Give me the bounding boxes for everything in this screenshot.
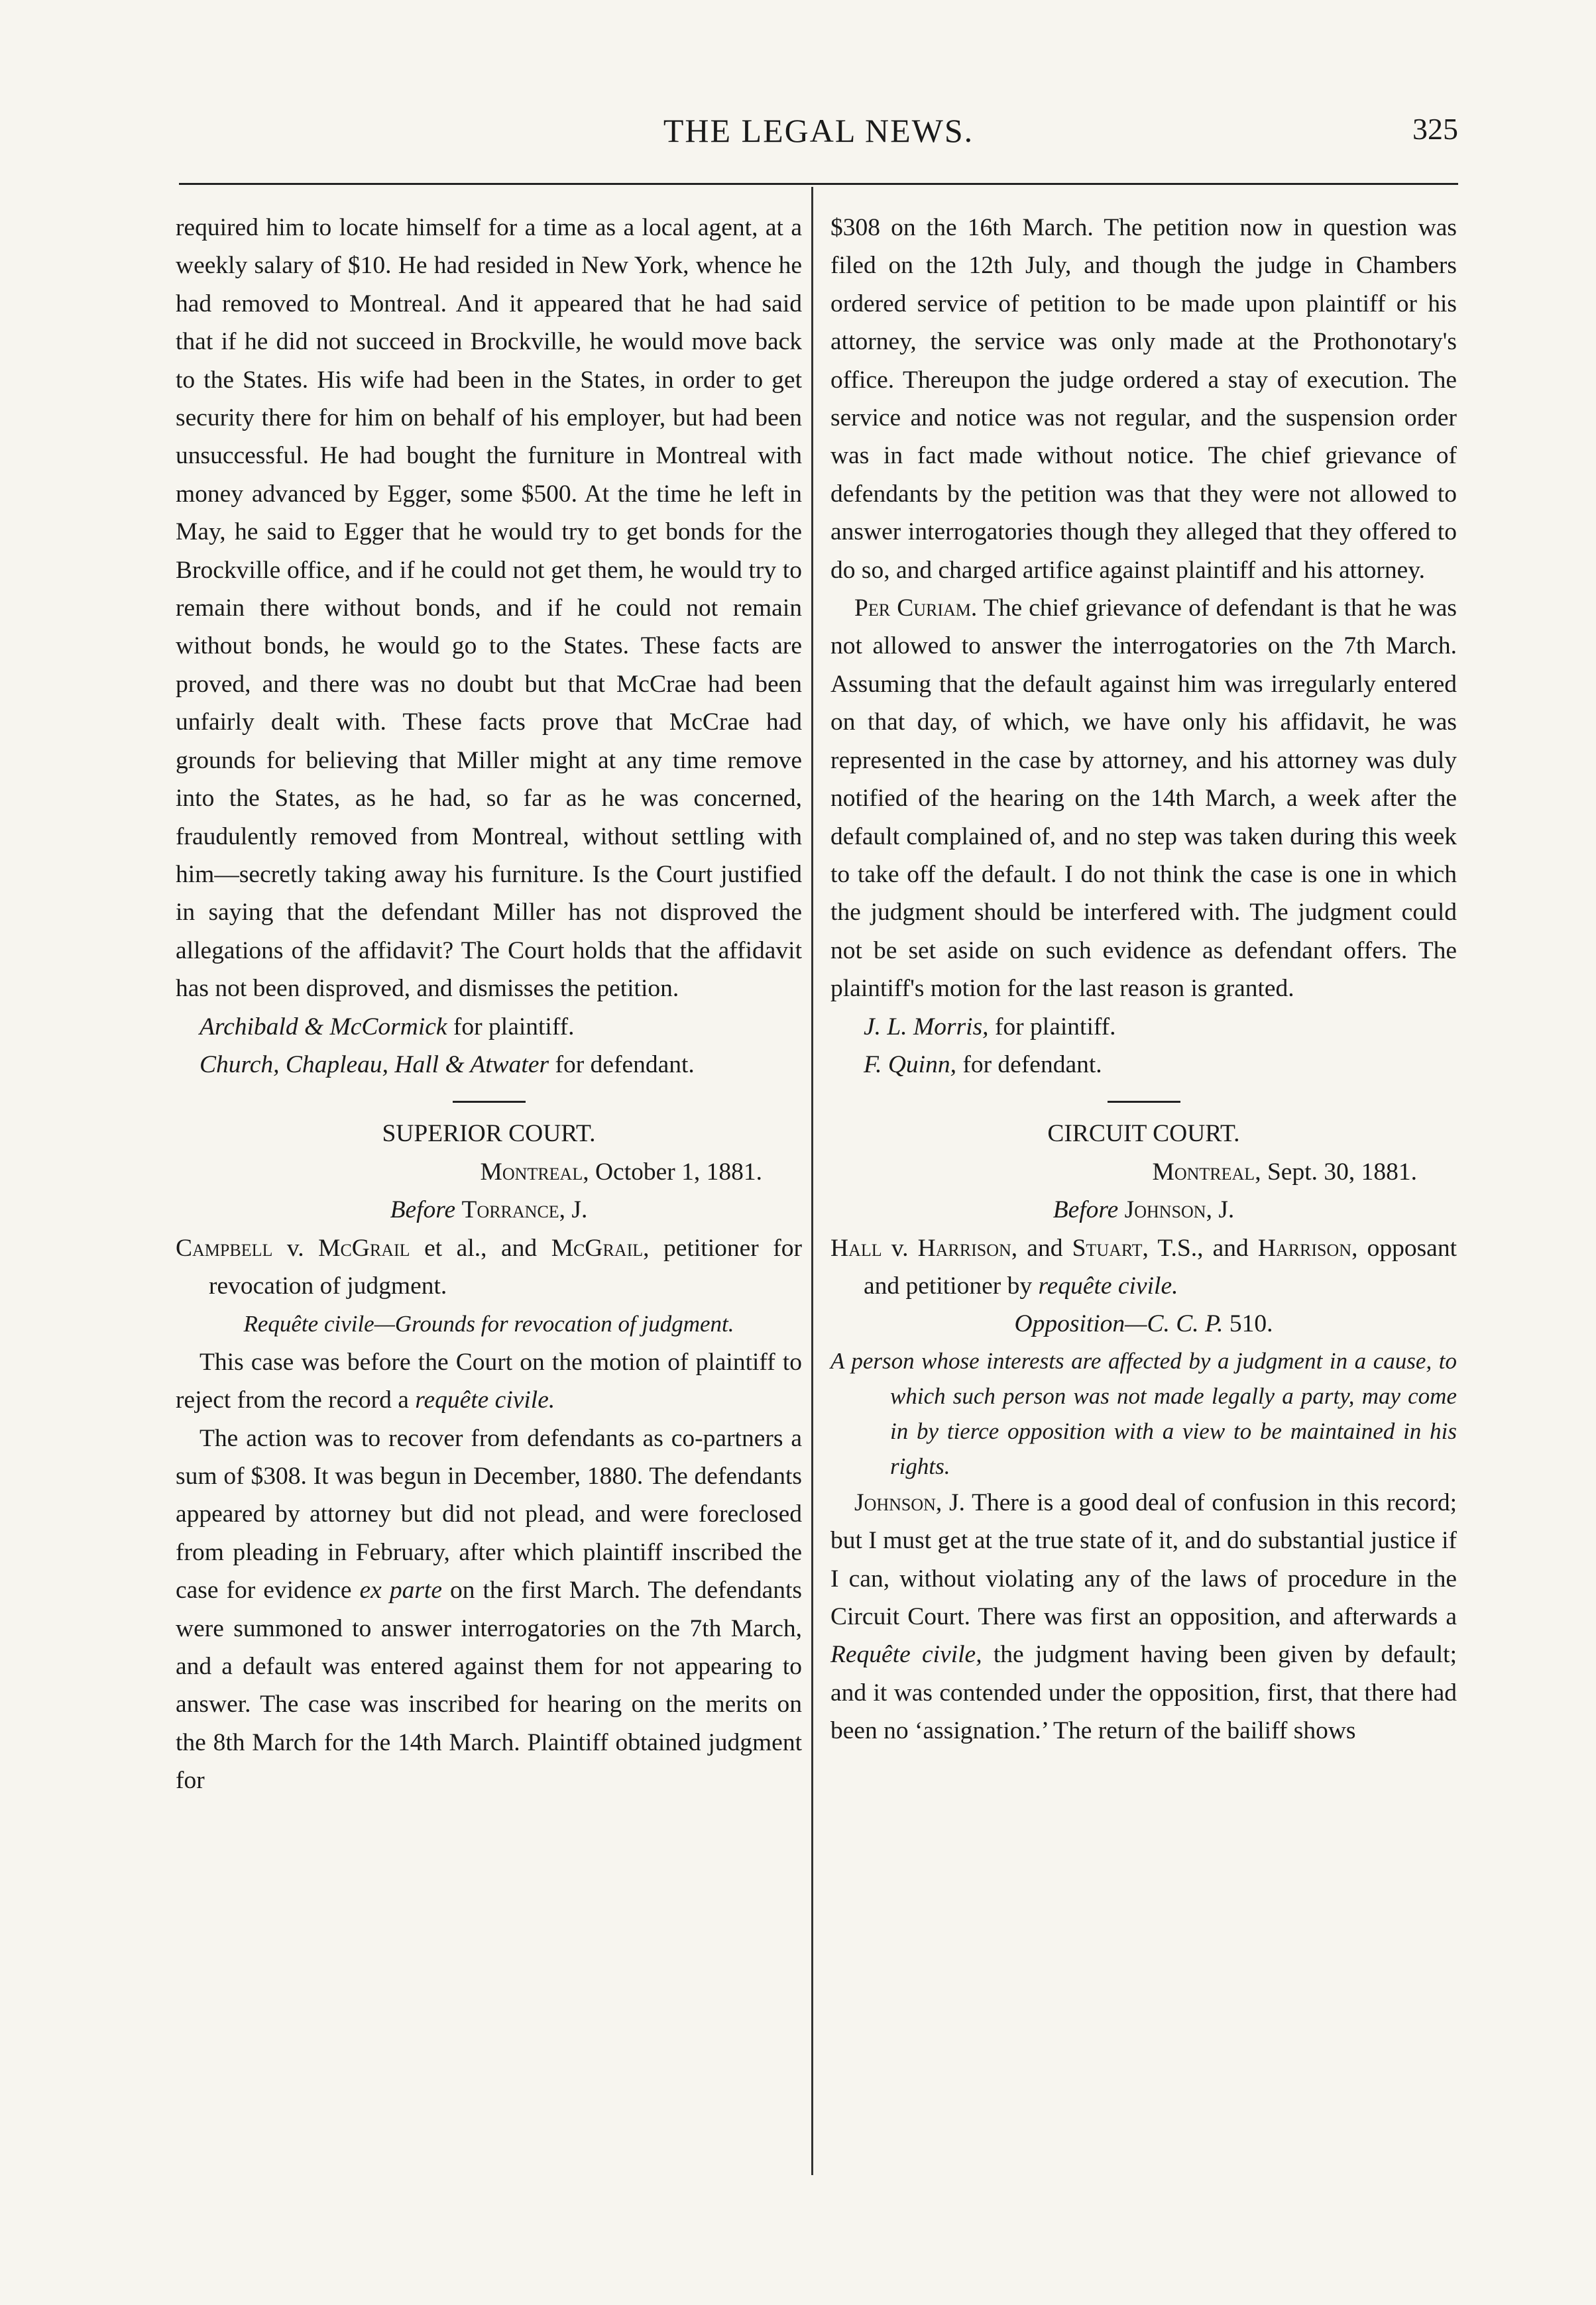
counsel-name: F. Quinn, (864, 1050, 956, 1078)
section-rule (453, 1101, 526, 1103)
paragraph: required him to locate himself for a time as a local agent, at a weekly salary of $10. He had resided in New York, whence he had removed to Montreal. And it appeared that he had said that if he did not succeed in Brockville, he would move back to the States. His wife had been in the States, in order to get security there for him on behalf of his employer, but had been unsuccessful. He had bought the furniture in Montreal with money advanced by Egger, some $500. At the time he left in May, he said to Egger that he would try to get bonds for the Brockville office, and if he could not get them, he would try to remain there without bonds, and if he could not remain without bonds, he would go to the States. These facts are proved, and there was no doubt but that McCrae had been unfairly dealt with. These facts prove that McCrae had grounds for believing that Miller might at any time remove into the States, as he had, so far as he was concerned, fraudulently removed from Montreal, without settling with him—secretly taking away his furniture. Is the Court justified in saying that the defendant Miller has not disproved the allegations of the affidavit? The Court holds that the affidavit has not been disproved, and dismisses the petition. (176, 214, 802, 1003)
venue-line (830, 1153, 1457, 1191)
before-line (176, 1191, 802, 1229)
counsel-name: Church, Chapleau, Hall & Atwater (200, 1050, 549, 1078)
right-column (830, 209, 1457, 1750)
counsel-role: for plaintiff. (453, 1013, 575, 1040)
header-rule (179, 183, 1458, 185)
judge-name: Torrance, J. (461, 1196, 588, 1224)
judge-name: Johnson, J. (1124, 1196, 1235, 1224)
column-divider (811, 187, 813, 2175)
counsel-role: for defendant. (555, 1050, 695, 1078)
counsel-role: for plaintiff. (994, 1013, 1116, 1040)
before-label: Before (390, 1196, 456, 1224)
court-title: SUPERIOR COURT. (382, 1120, 596, 1148)
before-label: Before (1053, 1196, 1119, 1224)
counsel-name: J. L. Morris, (864, 1013, 989, 1040)
counsel-line (830, 1046, 1457, 1084)
running-header (179, 111, 1458, 164)
venue-date: Sept. 30, 1881. (1267, 1158, 1417, 1186)
left-column (176, 209, 802, 1800)
venue-place: Montreal, (1152, 1158, 1261, 1186)
venue-date: October 1, 1881. (595, 1158, 762, 1186)
counsel-line (176, 1008, 802, 1046)
case-caption: Hall v. Harrison, and Stuart, T.S., and Harrison, opposant and petitioner by requête civile. (830, 1234, 1457, 1300)
paragraph: This case was before the Court on the motion of plaintiff to reject from the record a requête civile. (176, 1348, 802, 1414)
counsel-name: Archibald & McCormick (200, 1013, 447, 1040)
section-rule (1108, 1101, 1180, 1103)
case-caption: Campbell v. McGrail et al., and McGrail, petitioner for revocation of judgment. (176, 1234, 803, 1300)
per-curiam: Per Curiam. (854, 594, 978, 622)
counsel-role: for defendant. (962, 1050, 1102, 1078)
paragraph: Per Curiam. The chief grievance of defendant is that he was not allowed to answer the interrogatories on the 7th March. Assuming that the default against him was irregularly entered on that day, of which, we have only his affidavit, he was represented in the case by attorney, and his attorney was duly notified of the hearing on the 14th March, a week after the default complained of, and no step was taken during this week to take off the default. I do not think the case is one in which the judgment should be interfered with. The judgment could not be set aside on such evidence as defendant offers. The plaintiff's motion for the last reason is granted. (830, 594, 1457, 1003)
counsel-line (830, 1008, 1457, 1046)
counsel-line (176, 1046, 802, 1084)
before-line (830, 1191, 1457, 1229)
venue-place: Montreal, (480, 1158, 589, 1186)
page-number: 325 (1412, 112, 1458, 146)
journal-title: THE LEGAL NEWS. (663, 112, 974, 149)
opposition-line: Opposition—C. C. P. 510. (1014, 1310, 1273, 1338)
paragraph: The action was to recover from defendants as co-partners a sum of $308. It was begun in December, 1880. The defendants appeared by attorney but did not plead, and were foreclosed from pleading in February, after which plaintiff inscribed the case for evidence ex parte on the first March. The defendants were summoned to answer interrogatories on the 7th March, and a default was entered against them for not appearing to answer. The case was inscribed for hearing on the merits on the 8th March for the 14th March. Plaintiff obtained judgment for (176, 1424, 803, 1795)
headnote: Requête civile—Grounds for revocation of judgment. (243, 1311, 734, 1337)
judge-name: Johnson, J. (854, 1489, 966, 1516)
headnote: A person whose interests are affected by a judgment in a cause, to which such person was not made legally a party, may come in by tierce opposition with a view to be maintained in his rights. (830, 1347, 1457, 1479)
court-title: CIRCUIT COURT. (1047, 1120, 1240, 1148)
venue-line (176, 1153, 802, 1191)
paragraph: $308 on the 16th March. The petition now in question was filed on the 12th July, and though the judge in Chambers ordered service of petition to be made upon plaintiff or his attorney, the service was only made at the Prothonotary's office. Thereupon the judge ordered a stay of execution. The service and notice was not regular, and the suspension order was in fact made without notice. The chief grievance of defendants by the petition was that they were not allowed to answer interrogatories though they alleged that they offered to do so, and charged artifice against plaintiff and his attorney. (830, 214, 1457, 584)
paragraph: Johnson, J. There is a good deal of confusion in this record; but I must get at the true state of it, and do substantial justice if I can, without violating any of the laws of procedure in the Circuit Court. There was first an opposition, and afterwards a Requête civile, the judgment having been given by default; and it was contended under the opposition, first, that there had been no ‘assignation.’ The return of the bailiff shows (830, 1489, 1457, 1745)
